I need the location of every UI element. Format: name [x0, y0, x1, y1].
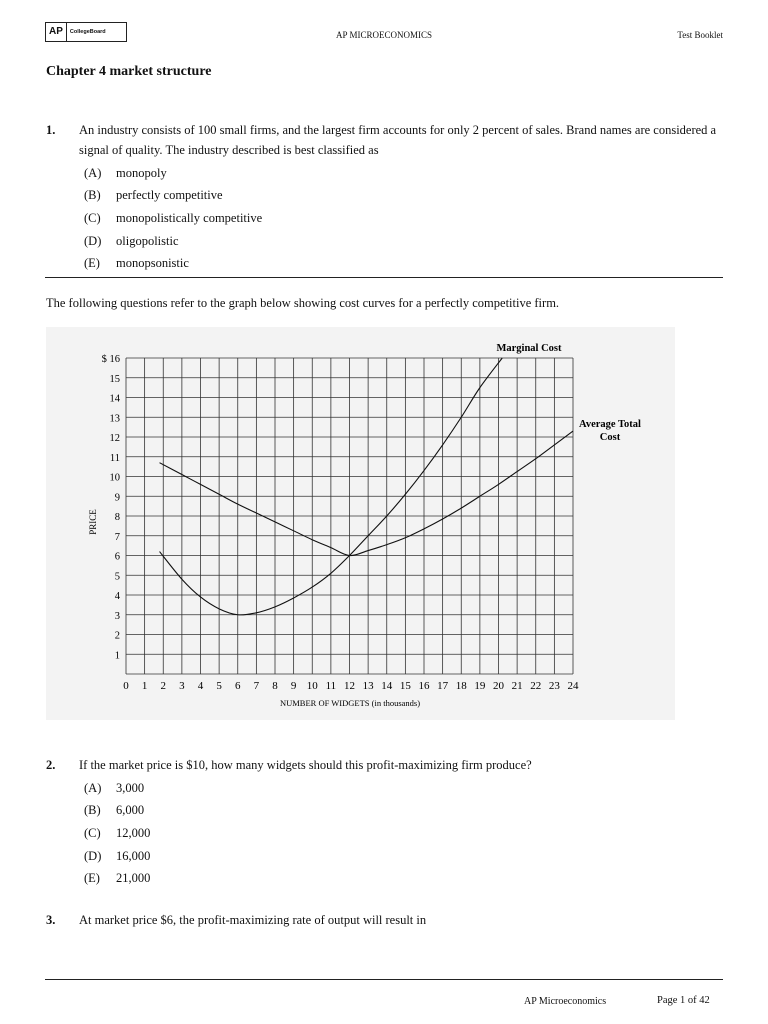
question-3-text: At market price $6, the profit-maximizing rate of output will result in	[79, 913, 427, 927]
x-tick-label: 8	[272, 680, 278, 692]
x-axis-ticks	[123, 680, 579, 692]
footer-page-number: Page 1 of 42	[657, 995, 710, 1006]
x-tick-label: 15	[399, 680, 411, 692]
y-tick-label: 14	[109, 393, 120, 405]
x-tick-label: 24	[567, 680, 579, 692]
x-tick-label: 21	[511, 680, 523, 692]
y-tick-label: 13	[109, 413, 120, 425]
x-tick-label: 11	[325, 680, 337, 692]
y-tick-label: 9	[114, 492, 120, 504]
y-tick-label: 1	[114, 650, 120, 662]
option-letter: (E)	[84, 256, 100, 271]
header-title: AP MICROECONOMICS	[336, 30, 432, 40]
x-tick-label: 12	[344, 680, 355, 692]
option-letter: (B)	[84, 803, 101, 818]
x-tick-label: 22	[530, 680, 542, 692]
y-tick-label: 8	[114, 512, 120, 523]
x-tick-label: 16	[418, 680, 430, 692]
x-tick-label: 7	[253, 680, 260, 692]
x-tick-label: 10	[306, 680, 318, 692]
x-tick-label: 23	[548, 680, 560, 692]
question-2-number: 2.	[46, 758, 56, 772]
y-tick-label: 2	[114, 630, 120, 642]
x-tick-label: 4	[197, 680, 204, 692]
footer-divider	[45, 979, 723, 980]
option-text: 21,000	[116, 871, 151, 886]
option-2b[interactable]	[84, 800, 150, 823]
option-letter: (D)	[84, 233, 102, 248]
option-text: monopoly	[116, 165, 167, 180]
question-2-options	[84, 777, 150, 890]
chart-grid	[126, 358, 573, 674]
x-tick-label: 3	[179, 680, 185, 692]
y-axis-label: PRICE	[88, 509, 98, 535]
option-text: monopsonistic	[116, 256, 189, 271]
option-text: monopolistically competitive	[116, 210, 263, 225]
x-tick-label: 14	[381, 680, 393, 692]
question-1-number: 1.	[46, 123, 56, 137]
option-2a[interactable]	[84, 777, 150, 800]
footer-course-name: AP Microeconomics	[524, 996, 607, 1007]
option-letter: (E)	[84, 871, 100, 886]
average-total-cost-label-line1: Average Total	[579, 419, 641, 430]
x-axis-label: NUMBER OF WIDGETS (in thousands)	[279, 698, 421, 708]
y-tick-label: 11	[109, 452, 120, 464]
option-letter: (C)	[84, 825, 101, 840]
y-tick-label: $ 16	[101, 354, 120, 365]
logo-ap-text: AP	[46, 23, 67, 41]
option-text: 16,000	[116, 848, 151, 863]
x-tick-label: 0	[123, 680, 129, 692]
average-total-cost-curve	[160, 431, 573, 555]
graph-intro-text: The following questions refer to the graph below showing cost curves for a perfectly competitive firm.	[46, 296, 560, 310]
y-tick-label: 3	[114, 610, 120, 622]
option-2e[interactable]	[84, 867, 150, 890]
option-2c[interactable]	[84, 822, 150, 845]
x-tick-label: 1	[141, 680, 148, 692]
x-tick-label: 2	[160, 680, 166, 692]
x-tick-label: 5	[216, 680, 222, 692]
average-total-cost-label-line2: Cost	[599, 432, 621, 443]
x-tick-label: 6	[235, 680, 241, 692]
option-letter: (D)	[84, 848, 102, 863]
question-1-text: An industry consists of 100 small firms, and the largest firm accounts for only 2 percent of sales. Brand names are considered a signal of quality. The industry described is best classified as	[79, 123, 717, 157]
y-tick-label: 15	[109, 373, 120, 385]
y-tick-label: 7	[114, 531, 120, 543]
y-axis-ticks	[102, 354, 121, 661]
x-tick-label: 18	[455, 680, 467, 692]
option-text: 12,000	[116, 825, 151, 840]
x-tick-label: 17	[437, 680, 449, 692]
y-tick-label: 6	[114, 551, 120, 563]
option-letter: (A)	[84, 165, 102, 180]
option-text: perfectly competitive	[116, 188, 223, 203]
x-tick-label: 20	[493, 680, 504, 692]
option-text: 3,000	[116, 780, 145, 795]
y-tick-label: 12	[109, 433, 120, 444]
question-3-number: 3.	[46, 913, 56, 927]
marginal-cost-label: Marginal Cost	[496, 343, 562, 354]
option-letter: (B)	[84, 188, 101, 203]
logo-collegeboard-text: CollegeBoard	[69, 29, 106, 35]
option-2d[interactable]	[84, 845, 150, 868]
x-tick-label: 13	[362, 680, 374, 692]
question-2-text: If the market price is $10, how many widgets should this profit-maximizing firm produce?	[79, 758, 532, 772]
x-tick-label: 9	[290, 680, 297, 692]
x-tick-label: 19	[474, 680, 486, 692]
y-tick-label: 4	[114, 591, 120, 602]
option-text: 6,000	[116, 803, 145, 818]
option-letter: (A)	[84, 780, 102, 795]
chapter-title: Chapter 4 market structure	[46, 64, 212, 79]
y-tick-label: 5	[114, 571, 120, 583]
option-text: oligopolistic	[116, 233, 179, 248]
header-booklet-label: Test Booklet	[677, 30, 723, 40]
option-letter: (C)	[84, 210, 101, 225]
y-tick-label: 10	[109, 472, 120, 484]
